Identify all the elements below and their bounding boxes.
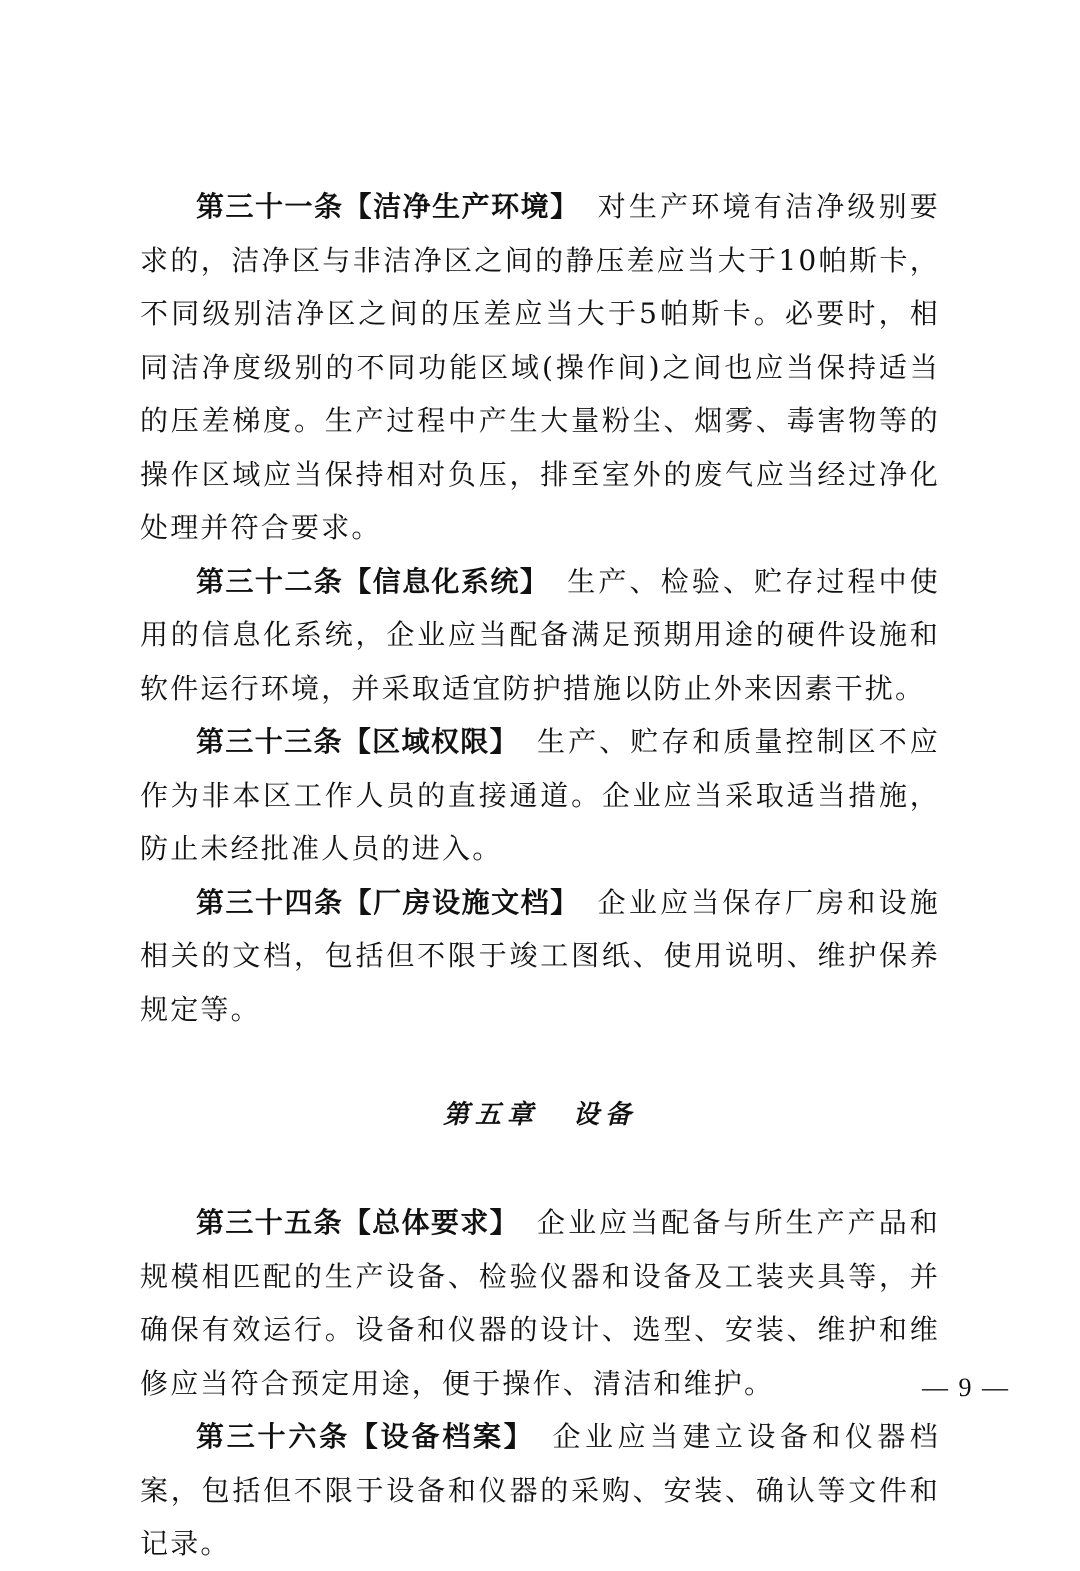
article-text: 企业应当建立设备和仪器档案，包括但不限于设备和仪器的采购、安装、确认等文件和记录。 [140,1420,940,1560]
article-36 [140,1410,940,1571]
article-34 [140,876,940,1037]
article-heading: 第三十五条【总体要求】 [196,1206,520,1239]
article-text: 企业应当保存厂房和设施相关的文档，包括但不限于竣工图纸、使用说明、维护保养规定等。 [140,885,940,1026]
page-number: — 9 — [922,1373,1010,1402]
article-text: 生产、检验、贮存过程中使用的信息化系统，企业应当配备满足预期用途的硬件设施和软件运行环境，并采取适宜防护措施以防止外来因素干扰。 [140,564,940,705]
article-heading: 第三十六条【设备档案】 [196,1420,535,1453]
article-33 [140,715,940,876]
article-text: 对生产环境有洁净级别要求的，洁净区与非洁净区之间的静压差应当大于10帕斯卡，不同级别洁净区之间的压差应当大于5帕斯卡。必要时，相同洁净度级别的不同功能区域(操作间)之间也应当保持适当的压差梯度。生产过程中产生大量粉尘、烟雾、毒害物等的操作区域应当保持相对负压，排至室外的废气应当经过净化处理并符合要求。 [140,190,940,544]
article-heading: 第三十二条【信息化系统】 [196,564,550,598]
article-text: 企业应当配备与所生产产品和规模相匹配的生产设备、检验仪器和设备及工装夹具等，并确保有效运行。设备和仪器的设计、选型、安装、维护和维修应当符合预定用途，便于操作、清洁和维护。 [140,1206,940,1400]
article-text: 生产、贮存和质量控制区不应作为非本区工作人员的直接通道。企业应当采取适当措施，防止未经批准人员的进入。 [140,725,940,865]
document-page [140,180,940,1571]
chapter-heading [140,1036,940,1196]
article-32 [140,555,940,716]
article-31 [140,180,940,555]
article-heading: 第三十四条【厂房设施文档】 [196,885,580,919]
article-heading: 第三十三条【区域权限】 [196,725,520,758]
chapter-title: 设备 [573,1100,638,1131]
article-heading: 第三十一条【洁净生产环境】 [196,190,580,223]
chapter-number: 第五章 [442,1100,539,1131]
